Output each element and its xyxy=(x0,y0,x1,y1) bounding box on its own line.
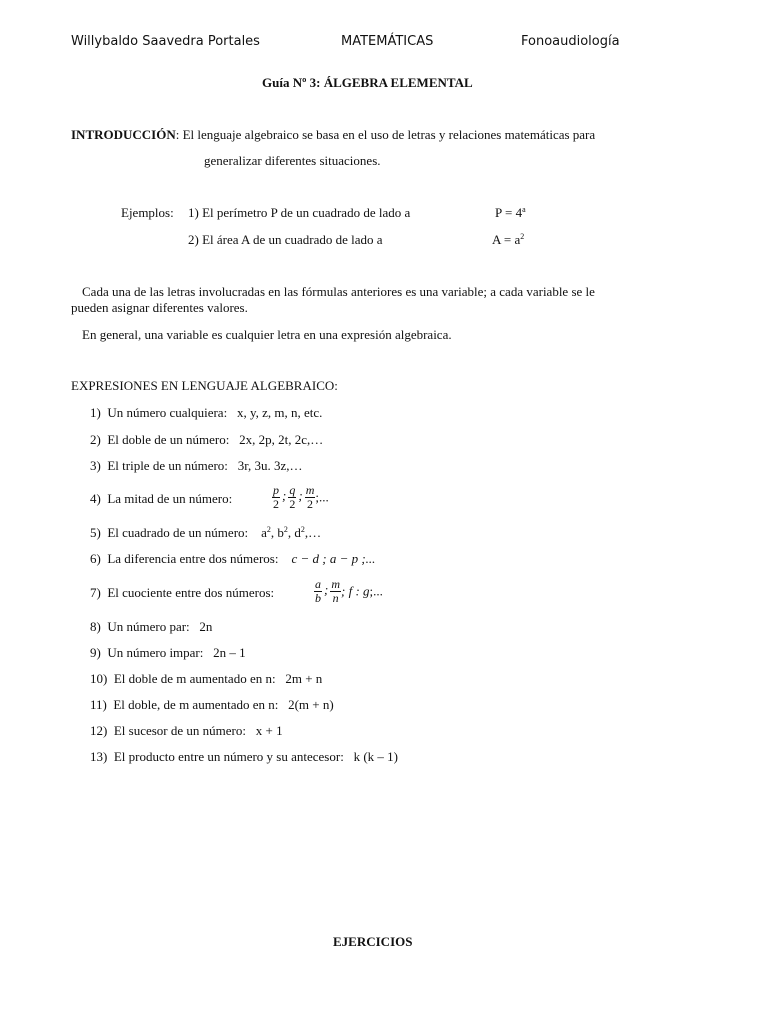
power-exponent: 2 xyxy=(283,525,288,534)
item-number: 4) xyxy=(90,491,101,506)
intro-line1: : El lenguaje algebraico se basa en el uso de letras y relaciones matemáticas para xyxy=(175,127,596,142)
power-base: a xyxy=(261,525,267,540)
item-text: El producto entre un número y su antecesor: xyxy=(113,749,344,764)
list-item-8 xyxy=(90,619,212,635)
fraction xyxy=(288,484,296,511)
fraction xyxy=(305,484,316,511)
item-text: El cuadrado de un número: xyxy=(107,525,249,540)
list-item-12 xyxy=(90,723,283,739)
example-1-formula-base: P = 4 xyxy=(495,205,523,220)
fraction-denominator: 2 xyxy=(307,497,314,511)
item-text: La mitad de un número: xyxy=(107,491,233,506)
list-item-13 xyxy=(90,749,398,765)
item-text: Un número par: xyxy=(107,619,190,634)
expression-mid: ; f : g xyxy=(341,583,370,599)
expression-tail: ,… xyxy=(304,525,322,540)
separator: ; xyxy=(298,488,303,504)
fraction-numerator: q xyxy=(289,483,296,497)
intro-label: INTRODUCCIÓN xyxy=(71,127,176,142)
separator: ; xyxy=(324,582,329,598)
item-expression: 3r, 3u. 3z,… xyxy=(237,458,303,473)
item-expression: 2n xyxy=(199,619,213,634)
list-item-3 xyxy=(90,458,303,474)
item-number: 9) xyxy=(90,645,101,660)
section-heading: EXPRESIONES EN LENGUAJE ALGEBRAICO: xyxy=(71,378,338,393)
item-text: El doble de un número: xyxy=(107,432,230,447)
example-2-formula xyxy=(492,232,524,248)
item-number: 2) xyxy=(90,432,101,447)
item-text: El triple de un número: xyxy=(107,458,228,473)
item-expression: 2n – 1 xyxy=(213,645,246,660)
item-expression: 2(m + n) xyxy=(288,697,334,712)
item-text: Un número impar: xyxy=(107,645,204,660)
separator: ; xyxy=(282,488,287,504)
item-expression: k (k – 1) xyxy=(353,749,398,764)
list-item-1 xyxy=(90,405,322,421)
variable-paragraph-line1: Cada una de las letras involucradas en las fórmulas anteriores es una variable; a cada variable se le xyxy=(82,284,595,299)
list-item-9 xyxy=(90,645,246,661)
list-item-5 xyxy=(90,525,321,541)
item-number: 11) xyxy=(90,697,107,712)
examples-label: Ejemplos: xyxy=(121,205,174,220)
item-expression: 2x, 2p, 2t, 2c,… xyxy=(239,432,324,447)
fraction-denominator: 2 xyxy=(273,497,279,511)
item-number: 3) xyxy=(90,458,101,473)
power-exponent: 2 xyxy=(266,525,271,534)
item-number: 7) xyxy=(90,585,101,600)
item-number: 13) xyxy=(90,749,108,764)
power-base: , b xyxy=(270,525,284,540)
expression-tail: ;... xyxy=(315,489,329,505)
item-text: El cuociente entre dos números: xyxy=(107,585,275,600)
example-2-formula-base: A = a xyxy=(492,232,521,247)
expression-tail: ;... xyxy=(369,583,383,599)
fraction-numerator: m xyxy=(331,577,341,591)
fraction xyxy=(314,578,322,605)
item-expression: x + 1 xyxy=(255,723,283,738)
power-base: , d xyxy=(287,525,301,540)
fraction-denominator: b xyxy=(315,591,321,605)
fraction-numerator: a xyxy=(315,577,321,591)
fraction xyxy=(272,484,280,511)
general-paragraph: En general, una variable es cualquier letra en una expresión algebraica. xyxy=(82,327,452,342)
item-text: El doble de m aumentado en n: xyxy=(113,671,276,686)
example-1-formula xyxy=(495,205,526,221)
fraction-denominator: n xyxy=(332,591,339,605)
header-course: Fonoaudiología xyxy=(521,34,620,49)
exercises-heading: EJERCICIOS xyxy=(333,934,413,949)
fraction-numerator: p xyxy=(273,483,279,497)
fraction-numerator: m xyxy=(305,483,315,497)
item-text: El sucesor de un número: xyxy=(113,723,246,738)
item-number: 6) xyxy=(90,551,101,566)
list-item-7-expression xyxy=(314,578,383,605)
fraction xyxy=(330,578,341,605)
header-subject: MATEMÁTICAS xyxy=(341,34,434,49)
item-number: 1) xyxy=(90,405,101,420)
item-text: La diferencia entre dos números: xyxy=(107,551,279,566)
intro-line2: generalizar diferentes situaciones. xyxy=(204,153,381,168)
item-expression: c − d ; a − p ;... xyxy=(291,551,376,566)
example-2-text: 2) El área A de un cuadrado de lado a xyxy=(188,232,383,247)
list-item-2 xyxy=(90,432,323,448)
list-item-10 xyxy=(90,671,322,687)
header-author: Willybaldo Saavedra Portales xyxy=(71,34,260,49)
example-2-formula-exp: 2 xyxy=(520,232,525,241)
item-text: El doble, de m aumentado en n: xyxy=(113,697,279,712)
intro-paragraph xyxy=(71,127,595,143)
item-number: 10) xyxy=(90,671,108,686)
item-number: 12) xyxy=(90,723,108,738)
item-number: 5) xyxy=(90,525,101,540)
list-item-4-expression xyxy=(272,484,329,511)
item-text: Un número cualquiera: xyxy=(107,405,228,420)
variable-paragraph-line2: pueden asignar diferentes valores. xyxy=(71,300,248,315)
item-expression: x, y, z, m, n, etc. xyxy=(236,405,323,420)
item-number: 8) xyxy=(90,619,101,634)
page-title: Guía Nº 3: ÁLGEBRA ELEMENTAL xyxy=(262,75,473,90)
fraction-denominator: 2 xyxy=(289,497,296,511)
power-exponent: 2 xyxy=(300,525,305,534)
list-item-6 xyxy=(90,551,375,567)
list-item-11 xyxy=(90,697,334,713)
example-1-formula-exp: a xyxy=(522,205,526,214)
list-item-4-label xyxy=(90,491,232,507)
list-item-7-label xyxy=(90,585,274,601)
item-expression: 2m + n xyxy=(285,671,323,686)
example-1-text: 1) El perímetro P de un cuadrado de lado a xyxy=(188,205,411,220)
